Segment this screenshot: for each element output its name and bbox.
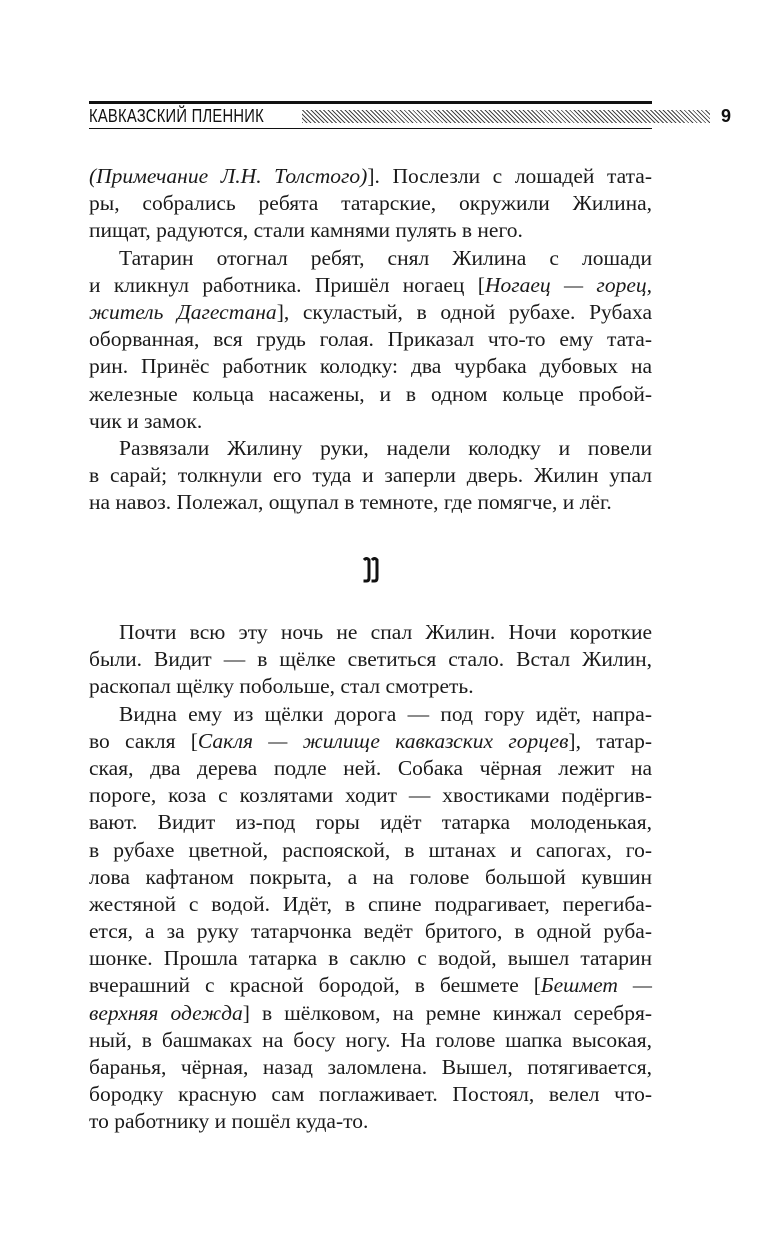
numeral-ii-icon — [362, 556, 380, 584]
text-segment: жестяной с водой. Идёт, в спине подрагивает, перегиба- — [89, 891, 652, 916]
italic-text-segment: житель Дагестана — [89, 299, 277, 324]
text-segment: вают. Видит из-под горы идёт татарка молоденькая, — [89, 810, 652, 835]
text-segment: ]. Послезли с лошадей тата- — [367, 164, 652, 188]
text-line — [89, 701, 652, 728]
text-segment: Почти всю эту ночь не спал Жилин. Ночи короткие — [119, 620, 652, 644]
text-segment: лова кафтаном покрыта, а на голове большой кувшин — [89, 864, 652, 889]
italic-text-segment: верхняя одежда — [89, 1000, 243, 1025]
text-line — [89, 809, 652, 836]
text-segment: железные кольца насажены, и в одном кольце пробой- — [89, 381, 652, 406]
text-line — [89, 462, 652, 489]
text-line — [89, 353, 652, 380]
italic-text-segment: Ногаец — горец, — [484, 272, 652, 297]
text-segment: ская, два дерева подле ней. Собака чёрная лежит на — [89, 755, 652, 780]
text-segment: Видна ему из щёлки дорога — под гору идёт, напра- — [119, 701, 652, 726]
text-line — [89, 163, 652, 190]
text-line — [89, 837, 652, 864]
text-line — [89, 945, 652, 972]
text-segment: Развязали Жилину руки, надели колодку и повели — [119, 435, 652, 460]
header-hatch-ornament — [302, 110, 710, 123]
text-segment: ется, а за руку татарчонка ведёт бритого, в одной руба- — [89, 919, 652, 944]
text-line — [89, 673, 652, 700]
text-line — [89, 864, 652, 891]
text-segment: на навоз. Полежал, ощупал в темноте, где помягче, и лёг. — [89, 490, 612, 515]
section-ornament-icon — [362, 556, 380, 584]
text-line — [89, 299, 652, 326]
text-segment: то работнику и пошёл куда-то. — [89, 1109, 369, 1134]
text-segment: и кликнул работника. Пришёл ногаец [ — [89, 272, 485, 297]
text-line — [89, 918, 652, 945]
text-line — [89, 1108, 652, 1135]
text-segment: бородку красную сам поглаживает. Постоял, велел что- — [89, 1082, 652, 1107]
text-segment: раскопал щёлку побольше, стал смотреть. — [89, 674, 474, 699]
text-line — [89, 326, 652, 353]
text-segment: ] в шёлковом, на ремне кинжал серебря- — [242, 1000, 652, 1025]
body-text-block-1 — [89, 163, 652, 516]
text-line — [89, 272, 652, 299]
text-segment: пищат, радуются, стали камнями пулять в него. — [89, 218, 523, 243]
text-segment: чик и замок. — [89, 408, 203, 433]
text-line — [89, 1054, 652, 1081]
text-segment: вчерашний с красной бородой, в бешмете [ — [89, 973, 541, 998]
text-line — [89, 1027, 652, 1054]
text-line — [89, 245, 652, 272]
text-segment: ], татар- — [568, 728, 652, 753]
running-head-title: КАВКАЗСКИЙ ПЛЕННИК — [89, 106, 264, 126]
text-line — [89, 646, 652, 673]
body-text-block-2 — [89, 619, 652, 1136]
page-number: 9 — [721, 106, 732, 126]
text-line — [89, 217, 652, 244]
text-line — [89, 489, 652, 516]
text-segment: Татарин отогнал ребят, снял Жилина с лошади — [119, 245, 652, 270]
text-line — [89, 891, 652, 918]
text-segment: рин. Принёс работник колодку: два чурбака дубовых на — [89, 354, 652, 379]
text-line — [89, 1000, 652, 1027]
text-line — [89, 408, 652, 435]
running-head — [89, 101, 732, 131]
text-segment: в рубахе цветной, распояской, в штанах и сапогах, го- — [89, 837, 652, 862]
text-line — [89, 1081, 652, 1108]
text-segment: шонке. Прошла татарка в саклю с водой, вышел татарин — [89, 946, 652, 971]
text-segment: ], скуластый, в одной рубахе. Рубаха — [276, 299, 652, 324]
header-top-rule — [89, 101, 652, 104]
text-line — [89, 755, 652, 782]
text-segment: во сакля [ — [89, 728, 198, 753]
text-segment: ры, собрались ребята татарские, окружили Жилина, — [89, 191, 652, 216]
text-line — [89, 381, 652, 408]
text-segment: в сарай; толкнули его туда и заперли дверь. Жилин упал — [89, 463, 652, 488]
text-segment: были. Видит — в щёлке светиться стало. Встал Жилин, — [89, 647, 652, 672]
text-line — [89, 619, 652, 646]
text-line — [89, 972, 652, 999]
text-line — [89, 782, 652, 809]
text-segment: пороге, коза с козлятами ходит — хвостиками подёргив- — [89, 783, 652, 808]
text-segment: оборванная, вся грудь голая. Приказал что-то ему тата- — [89, 327, 652, 352]
text-segment: ный, в башмаках на босу ногу. На голове шапка высокая, — [89, 1027, 652, 1052]
text-segment: баранья, чёрная, назад заломлена. Вышел, потягивается, — [89, 1055, 652, 1079]
text-line — [89, 435, 652, 462]
text-line — [89, 190, 652, 217]
italic-text-segment: (Примечание Л.Н. Толстого) — [89, 164, 368, 188]
header-bottom-rule — [89, 128, 652, 129]
italic-text-segment: Бешмет — — [540, 973, 652, 998]
text-line — [89, 728, 652, 755]
italic-text-segment: Сакля — жилище кавказских горцев — [197, 728, 569, 753]
